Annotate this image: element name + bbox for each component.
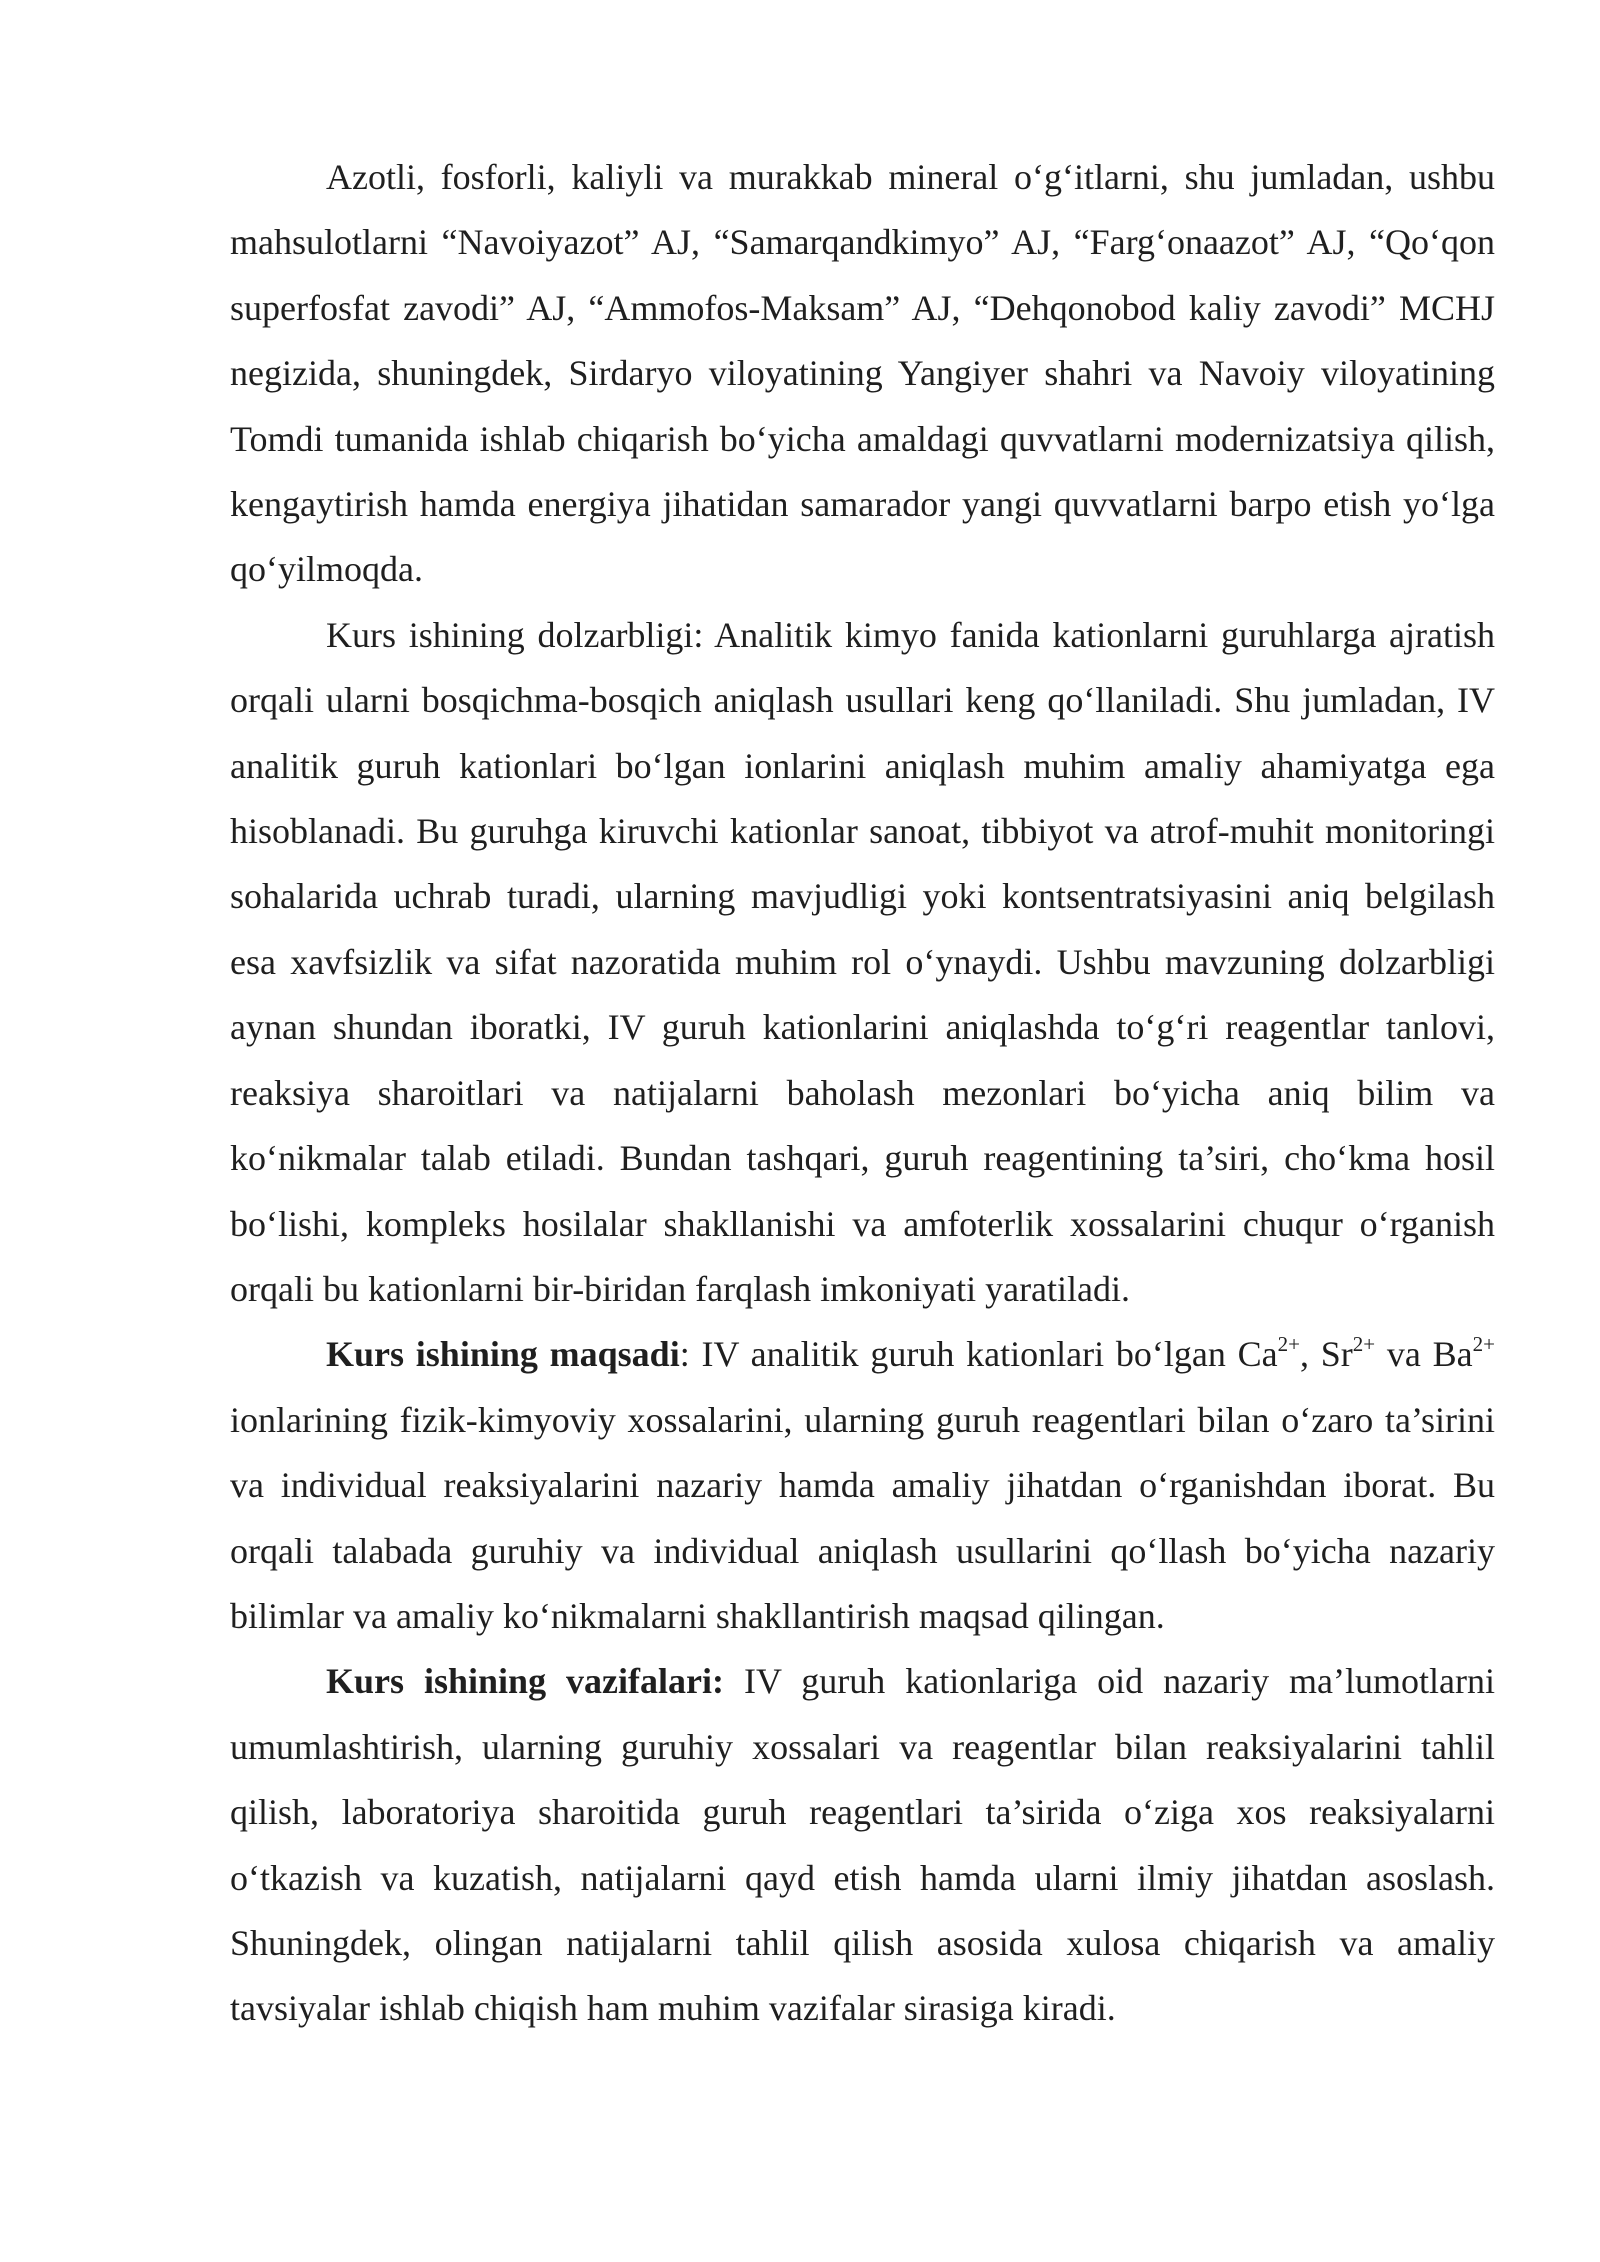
paragraph-text: IV guruh kationlariga oid nazariy ma’lumotlarni umumlashtirish, ularning guruhiy xossalari va reagentlar bilan reaksiyalarini tahlil qilish, laboratoriya sharoitida guruh reagentlari ta’sirida o‘ziga xos reaksiyalarni o‘tkazish va kuzatish, natijalarni qayd etish hamda ularni ilmiy jihatdan asoslash. Shuningdek, olingan natijalarni tahlil qilish asosida xulosa chiqarish va amaliy tavsiyalar ishlab chiqish ham muhim vazifalar sirasiga kiradi.	[230, 1661, 1495, 2029]
tasks-heading: Kurs ishining vazifalari:	[326, 1661, 724, 1702]
document-body	[230, 145, 1495, 2042]
paragraph-tasks	[230, 1649, 1495, 2041]
paragraph-relevance	[230, 603, 1495, 1322]
paragraph-text: , Sr	[1299, 1334, 1353, 1375]
paragraph-text: Azotli, fosforli, kaliyli va murakkab mineral o‘g‘itlarni, shu jumladan, ushbu mahsulotlarni “Navoiyazot” AJ, “Samarqandkimyo” AJ, “Farg‘onaazot” AJ, “Qo‘qon superfosfat zavodi” AJ, “Ammofos-Maksam” AJ, “Dehqonobod kaliy zavodi” MCHJ negizida, shuningdek, Sirdaryo viloyatining Yangiyer shahri va Navoiy viloyatining Tomdi tumanida ishlab chiqarish bo‘yicha amaldagi quvvatlarni modernizatsiya qilish, kengaytirish hamda energiya jihatidan samarador yangi quvvatlarni barpo etish yo‘lga qo‘yilmoqda.	[230, 157, 1495, 590]
paragraph-mineral-fertilizers	[230, 145, 1495, 603]
superscript-charge: 2+	[1277, 1332, 1300, 1357]
paragraph-text: : IV analitik guruh kationlari bo‘lgan Ca	[679, 1334, 1278, 1375]
paragraph-text: va Ba	[1375, 1334, 1473, 1375]
paragraph-objective	[230, 1322, 1495, 1649]
superscript-charge: 2+	[1352, 1332, 1376, 1357]
paragraph-text: ionlarining fizik-kimyoviy xossalarini, ularning guruh reagentlari bilan o‘zaro ta’sirini va individual reaksiyalarini nazariy hamda amaliy jihatdan o‘rganishdan iborat. Bu orqali talabada guruhiy va individual aniqlash usullarini qo‘llash bo‘yicha nazariy bilimlar va amaliy ko‘nikmalarni shakllantirish maqsad qilingan.	[230, 1399, 1495, 1636]
paragraph-text: Kurs ishining dolzarbligi: Analitik kimyo fanida kationlarni guruhlarga ajratish orqali ularni bosqichma-bosqich aniqlash usullari keng qo‘llaniladi. Shu jumladan, IV analitik guruh kationlari bo‘lgan ionlarini aniqlash muhim amaliy ahamiyatga ega hisoblanadi. Bu guruhga kiruvchi kationlar sanoat, tibbiyot va atrof-muhit monitoringi sohalarida uchrab turadi, ularning mavjudligi yoki kontsentratsiyasini aniq belgilash esa xavfsizlik va sifat nazoratida muhim rol o‘ynaydi. Ushbu mavzuning dolzarbligi aynan shundan iboratki, IV guruh kationlarini aniqlashda to‘g‘ri reagentlar tanlovi, reaksiya sharoitlari va natijalarni baholash mezonlari bo‘yicha aniq bilim va ko‘nikmalar talab etiladi. Bundan tashqari, guruh reagentining ta’siri, cho‘kma hosil bo‘lishi, kompleks hosilalar shakllanishi va amfoterlik xossalarini chuqur o‘rganish orqali bu kationlarni bir-biridan farqlash imkoniyati yaratiladi.	[230, 614, 1495, 1309]
superscript-charge: 2+	[1472, 1332, 1496, 1357]
objective-heading: Kurs ishining maqsadi	[326, 1334, 680, 1375]
